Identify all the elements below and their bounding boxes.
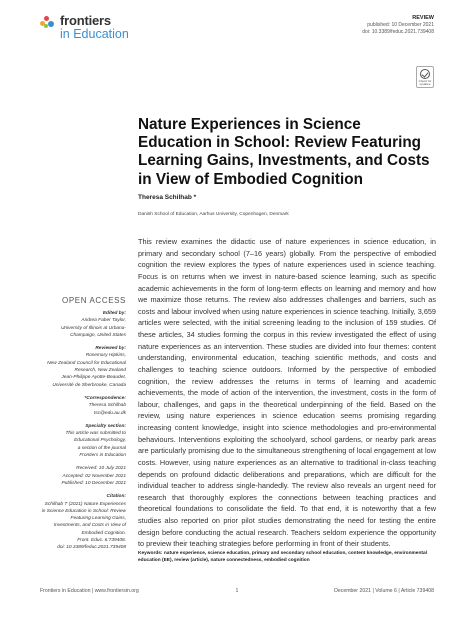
citation-line: Front. Educ. 6:739408.: [77, 538, 126, 544]
edited-by-block: [40, 310, 126, 339]
check-for-updates-badge[interactable]: [416, 66, 434, 88]
reviewer-line: Research, New Zealand: [74, 368, 126, 374]
citation-block: [40, 493, 126, 551]
specialty-line: a section of the journal: [77, 445, 126, 451]
editor-line: University of Illinois at Urbana-: [60, 325, 126, 331]
article-type: REVIEW: [412, 15, 434, 21]
correspondence-block: [40, 395, 126, 417]
keywords-label: Keywords:: [138, 551, 163, 556]
article-title: Nature Experiences in Science Education in School: Review Featuring Learning Gains, Investments, and Costs in View of Embodied Cognition: [138, 116, 430, 188]
footer-journal-link[interactable]: Frontiers in Education | www.frontiersin.org: [40, 588, 139, 594]
page-number: 1: [235, 588, 239, 594]
citation-line: in Science Education in School: Review: [41, 508, 126, 514]
correspondence-name: Theresa Schilhab: [88, 403, 126, 409]
citation-line: Schilhab T (2021) Nature Experiences: [44, 501, 126, 507]
specialty-line: Frontiers in Education: [79, 453, 126, 459]
editor-line: Champaign, United States: [70, 332, 126, 338]
page-footer: [40, 588, 434, 594]
specialty-section-block: [40, 423, 126, 459]
reviewer-line: Rosemary Hipkins,: [85, 353, 126, 359]
article-sidebar: [40, 296, 126, 558]
keywords: [138, 550, 438, 564]
abstract-text: This review examines the didactic use of nature experiences in science education, in primary and secondary school (7–16 years) globally. From the perspective of embodied cognition the review explores the types of nature experiences used in science teaching. Focus is on returns when we invest in nature-based science learning, such as specific academic achievements in the form of long-term effects on learning and memory and how we maximize those returns. The review also addresses challenges and barriers, such as costs and labour involved when using nature experiences in science teaching. Initially, 3,659 articles were selected, with the initial screening leading to the inclusion of 159 studies. Of these articles, 34 studies forming the corpus in this review investigated the effect of using nature experiences as an intervention. These studies are divided into four themes: content understanding, environmental education, teaching scientific methods, and costs and challenges to teaching science outdoors. Informed by the perspective of embodied cognition, the review addresses the returns in terms of learning and academic achievements, the mode of action of the intervention, the investment, costs in the form of labour, challenges, and gaps in the theoretical underpinning of the field. Based on the review, using nature experiences in science education seems promising regarding increasing content knowledge, insight into science methodologies and pro-environmental behaviours. Interventions exploiting the schoolyard, school gardens, or nearby park areas are particularly promising due to the simultaneous strengthening of local engagement at low costs. However, using nature experiences as an alternative to traditional in-class teaching depends on profound didactic deliberations and preparations, which are difficult for the individual teacher to address single-handedly. The review also reveals an urgent need for research that thoroughly explores the connections between teaching practices and theoretical foundations to consolidate the field. To that end, it is noteworthy that a few studies also reported on prior pilot studies demonstrating the need for testing the entire design before conducting the actual research. Teachers seldom experience the opportunity to preview their teaching strategies before performing in front of their students.: [138, 237, 436, 549]
citation-line: Embodied Cognition.: [81, 530, 126, 536]
frontiers-logo-icon: [40, 16, 56, 30]
article-author[interactable]: Theresa Schilhab *: [138, 194, 197, 201]
logo-journal-name: in Education: [60, 27, 129, 41]
correspondence-label: *Correspondence:: [84, 395, 126, 401]
specialty-line: Educational Psychology,: [74, 438, 126, 444]
keywords-text: nature experience, science education, primary and secondary school education, content knowledge, environmental education (EE), review (article), nature connectedness, embodied cognition: [138, 551, 427, 564]
correspondence-email[interactable]: tsc@edu.au.dk: [93, 410, 126, 416]
footer-issue-info: December 2021 | Volume 6 | Article 739408: [334, 588, 434, 594]
edited-by-label: Edited by:: [102, 311, 126, 316]
reviewer-line: Jean-Philippe Ayotte-Beaudet,: [61, 375, 126, 381]
citation-label: Citation:: [106, 494, 126, 500]
reviewed-by-block: [40, 345, 126, 389]
citation-doi[interactable]: doi: 10.3389/feduc.2021.739408: [57, 545, 126, 551]
accepted-date: Accepted: 02 November 2021: [62, 473, 126, 479]
received-date: Received: 10 July 2021: [76, 466, 126, 472]
check-updates-label: Check for updates: [418, 79, 432, 86]
reviewed-by-label: Reviewed by:: [95, 346, 126, 352]
reviewer-line: New Zealand Council for Educational: [47, 360, 126, 366]
published-date-sidebar: Published: 10 December 2021: [61, 480, 126, 486]
dates-block: [40, 465, 126, 487]
published-date: published: 10 December 2021: [367, 22, 434, 28]
logo-brand: frontiers: [60, 13, 111, 28]
open-access-label: OPEN ACCESS: [62, 296, 126, 305]
journal-logo[interactable]: [40, 14, 129, 41]
specialty-label: Specialty section:: [85, 423, 126, 429]
citation-line: Investments, and Costs in View of: [53, 523, 126, 529]
specialty-line: This article was submitted to: [65, 431, 126, 437]
article-doi[interactable]: doi: 10.3389/feduc.2021.739408: [362, 29, 434, 35]
article-meta: [362, 15, 434, 36]
citation-line: Featuring Learning Gains,: [70, 516, 126, 522]
reviewer-line: Université de Sherbrooke, Canada: [52, 382, 126, 388]
check-updates-icon: [420, 69, 430, 79]
author-affiliation: Danish School of Education, Aarhus University, Copenhagen, Denmark: [138, 212, 289, 217]
editor-line: Andrea Faber Taylor,: [81, 318, 126, 324]
